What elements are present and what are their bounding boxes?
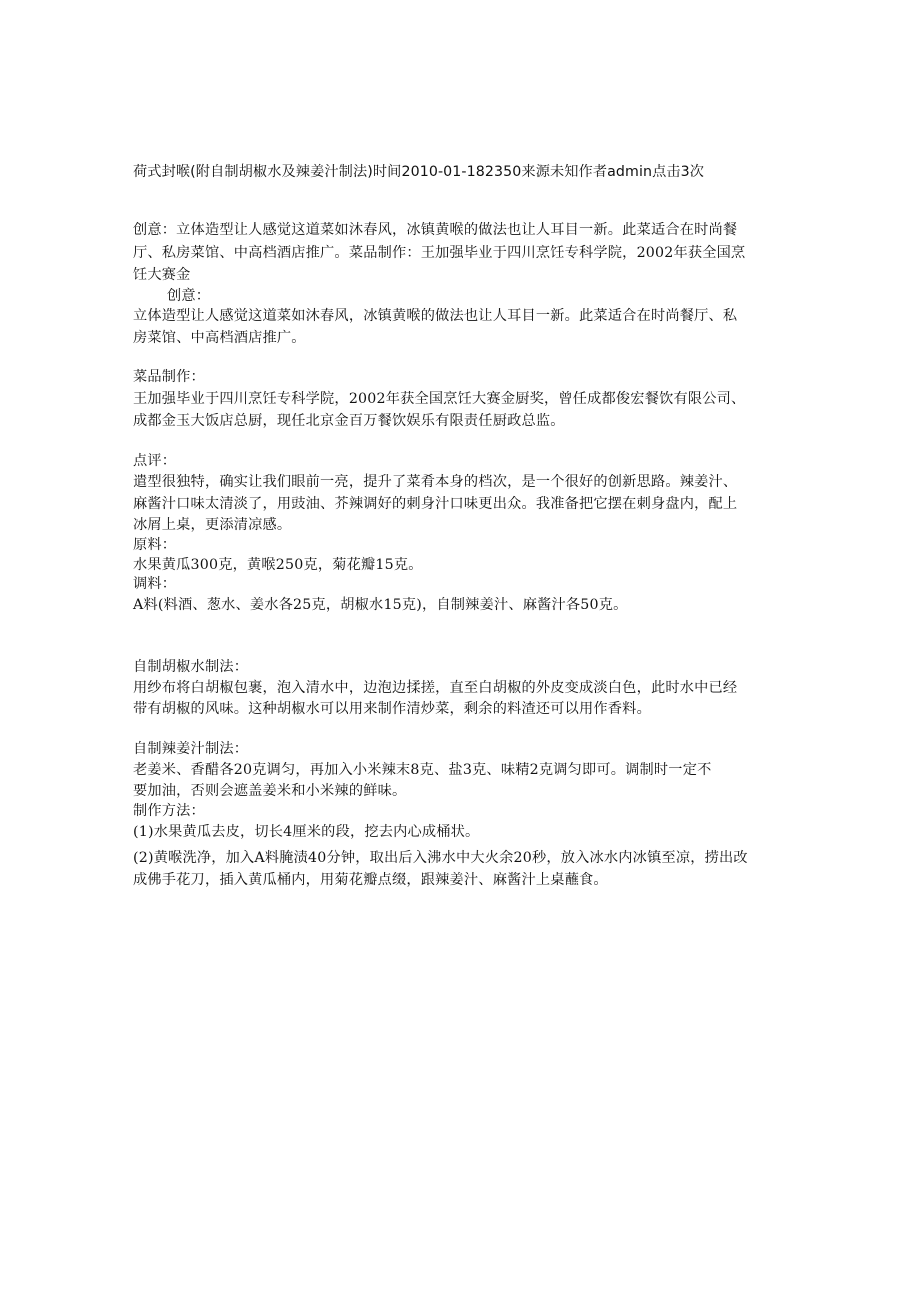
ingredients-line-1: 水果黄瓜300克，黄喉250克，菊花瓣15克。	[133, 557, 423, 573]
review-heading: 点评：	[133, 453, 177, 469]
intro-line-2: 厅、私房菜馆、中高档酒店推广。菜品制作：王加强毕业于四川烹饪专科学院，2002年获全国烹	[133, 245, 746, 261]
intro-line-1: 创意：立体造型让人感觉这道菜如沐春风，冰镇黄喉的做法也让人耳目一新。此菜适合在时尚餐	[133, 222, 738, 238]
ginger-sauce-line-1: 老姜米、香醋各20克调匀，再加入小米辣末8克、盐3克、味精2克调匀即可。调制时一定不	[133, 762, 712, 778]
pepper-water-heading: 自制胡椒水制法：	[133, 659, 249, 675]
production-line-1: 王加强毕业于四川烹饪专科学院，2002年获全国烹饪大赛金厨奖，曾任成都俊宏餐饮有限公司、	[133, 391, 746, 407]
method-step-2-line-1: (2)黄喉洗净，加入A料腌渍40分钟，取出后入沸水中大火余20秒，放入冰水内冰镇至凉，捞出改	[133, 850, 748, 866]
creativity-line-2: 房菜馆、中高档酒店推广。	[133, 330, 306, 346]
method-heading: 制作方法：	[133, 803, 205, 819]
method-step-2-line-2: 成佛手花刀，插入黄瓜桶内，用菊花瓣点缀，跟辣姜汁、麻酱汁上桌蘸食。	[133, 872, 608, 888]
method-step-1: (1)水果黄瓜去皮，切长4厘米的段，挖去内心成桶状。	[133, 824, 480, 840]
production-line-2: 成都金玉大饭店总厨，现任北京金百万餐饮娱乐有限责任厨政总监。	[133, 413, 565, 429]
pepper-water-line-2: 带有胡椒的风味。这种胡椒水可以用来制作清炒菜，剩余的料渣还可以用作香料。	[133, 701, 651, 717]
document-title: 荷式封喉(附自制胡椒水及辣姜汁制法)时间2010-01-182350来源未知作者admin点击3次	[133, 164, 705, 180]
ginger-sauce-line-2: 要加油，否则会遮盖姜米和小米辣的鲜味。	[133, 783, 407, 799]
creativity-heading: 创意：	[167, 288, 211, 304]
seasoning-heading: 调料：	[133, 576, 177, 592]
review-line-1: 遣型很独特，确实让我们眼前一亮，提升了菜肴本身的档次，是一个很好的创新思路。辣姜汁、	[133, 474, 738, 490]
review-line-2: 麻酱汁口味太清淡了，用豉油、芥辣调好的刺身汁口味更出众。我准备把它摆在刺身盘内，配上	[133, 496, 738, 512]
ingredients-heading: 原料：	[133, 537, 177, 553]
review-line-3: 冰屑上桌，更添清凉感。	[133, 517, 292, 533]
production-heading: 菜品制作：	[133, 369, 205, 385]
seasoning-line-1: A料(料酒、葱水、姜水各25克，胡椒水15克)，自制辣姜汁、麻酱汁各50克。	[133, 597, 628, 613]
intro-line-3: 饪大赛金	[133, 267, 191, 283]
pepper-water-line-1: 用纱布将白胡椒包裹，泡入清水中，边泡边揉搓，直至白胡椒的外皮变成淡白色，此时水中已经	[133, 680, 738, 696]
creativity-line-1: 立体造型让人感觉这道菜如沐春风，冰镇黄喉的做法也让人耳目一新。此菜适合在时尚餐厅、私	[133, 308, 738, 324]
ginger-sauce-heading: 自制辣姜汁制法：	[133, 741, 249, 757]
